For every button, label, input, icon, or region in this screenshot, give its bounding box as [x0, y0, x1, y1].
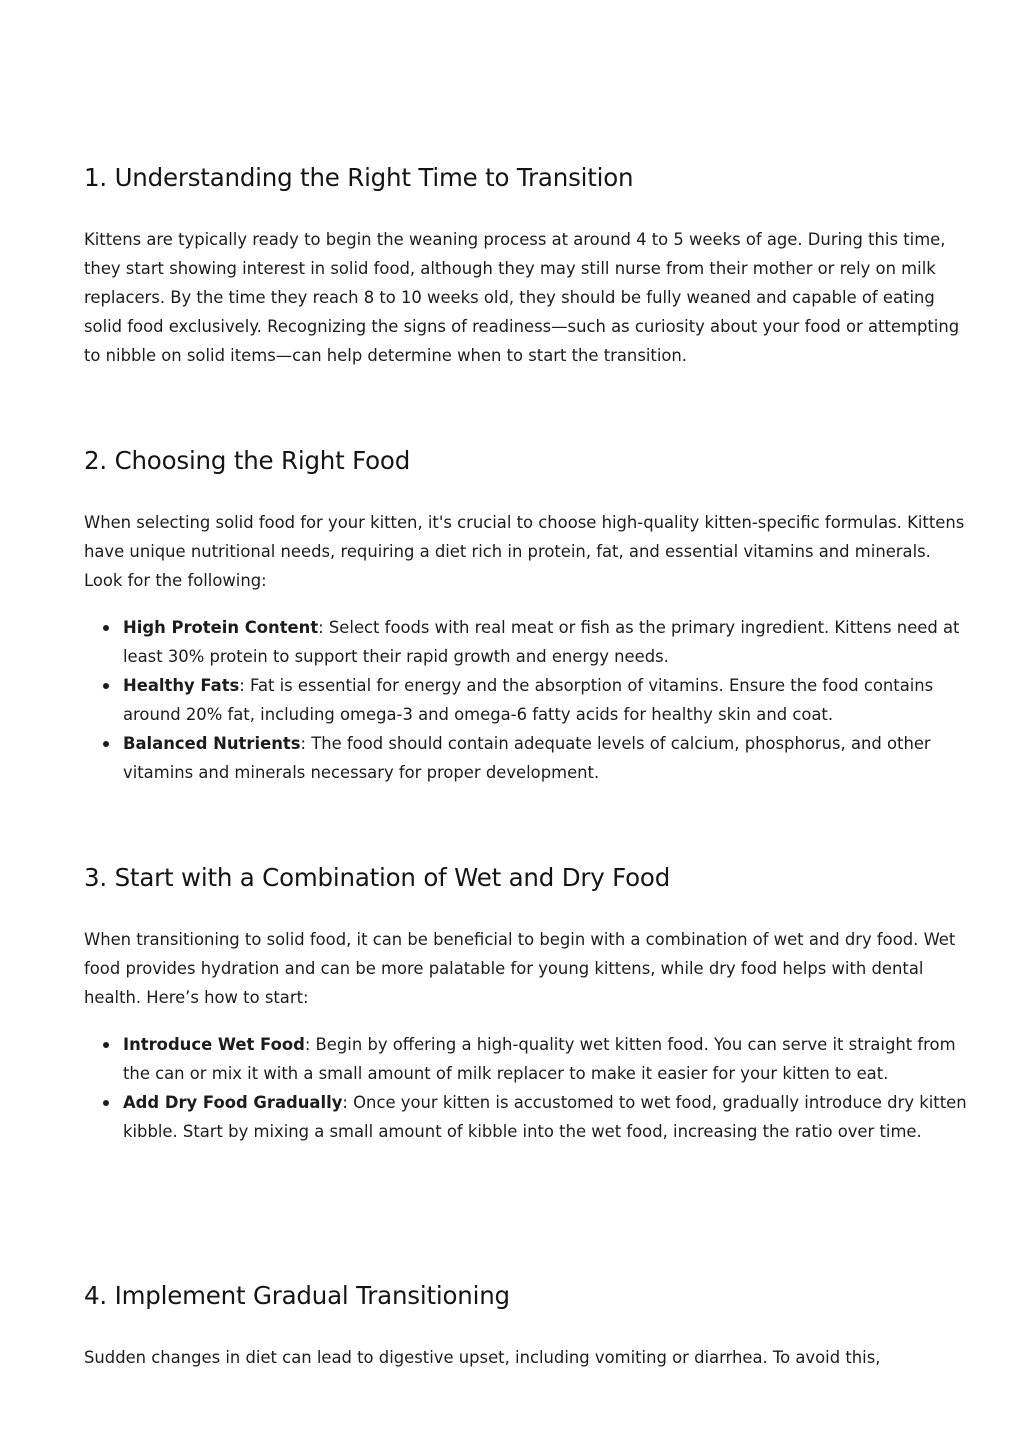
section-wet-dry-combination	[84, 862, 974, 1146]
list-item-term: Introduce Wet Food	[123, 1035, 305, 1054]
section-heading: 3. Start with a Combination of Wet and Dry Food	[84, 863, 671, 892]
list-item	[123, 1088, 974, 1146]
section-paragraph: When transitioning to solid food, it can be beneficial to begin with a combination of wet and dry food. Wet food provides hydration and can be more palatable for young kittens, while dry food helps with dental health. Here’s how to start:	[84, 930, 956, 1007]
list-item-text: : Select foods with real meat or fish as the primary ingredient. Kittens need at least 30% protein to support their rapid growth and energy needs.	[123, 618, 960, 666]
bullet-dot-icon	[103, 741, 109, 747]
section-right-time	[84, 162, 974, 370]
bullet-dot-icon	[103, 625, 109, 631]
section-paragraph: Sudden changes in diet can lead to digestive upset, including vomiting or diarrhea. To avoid this,	[84, 1348, 881, 1367]
list-item-text: : Once your kitten is accustomed to wet food, gradually introduce dry kitten kibble. Start by mixing a small amount of kibble into the wet food, increasing the ratio over time.	[123, 1093, 967, 1141]
list-item-text: : The food should contain adequate levels of calcium, phosphorus, and other vitamins and minerals necessary for proper development.	[123, 734, 931, 782]
bullet-dot-icon	[103, 1100, 109, 1106]
list-item-term: High Protein Content	[123, 618, 319, 637]
list-item	[123, 671, 974, 729]
section-heading: 1. Understanding the Right Time to Transition	[84, 163, 634, 192]
list-item	[123, 1030, 974, 1088]
list-item-term: Balanced Nutrients	[123, 734, 301, 753]
list-item-text: : Begin by offering a high-quality wet kitten food. You can serve it straight from the can or mix it with a small amount of milk replacer to make it easier for your kitten to eat.	[123, 1035, 956, 1083]
section-paragraph: When selecting solid food for your kitten, it's crucial to choose high-quality kitten-specific formulas. Kittens have unique nutritional needs, requiring a diet rich in protein, fat, and essential vitamins and minerals. Look for the following:	[84, 513, 965, 590]
list-item-term: Add Dry Food Gradually	[123, 1093, 343, 1112]
section-heading: 4. Implement Gradual Transitioning	[84, 1281, 510, 1310]
bullet-list	[84, 613, 974, 787]
bullet-dot-icon	[103, 1042, 109, 1048]
section-choosing-food	[84, 445, 974, 787]
bullet-dot-icon	[103, 683, 109, 689]
section-paragraph: Kittens are typically ready to begin the weaning process at around 4 to 5 weeks of age. During this time, they start showing interest in solid food, although they may still nurse from their mother or rely on milk replacers. By the time they reach 8 to 10 weeks old, they should be fully weaned and capable of eating solid food exclusively. Recognizing the signs of readiness—such as curiosity about your food or attempting to nibble on solid items—can help determine when to start the transition.	[84, 230, 960, 365]
list-item-text: : Fat is essential for energy and the absorption of vitamins. Ensure the food contains around 20% fat, including omega-3 and omega-6 fatty acids for healthy skin and coat.	[123, 676, 934, 724]
bullet-list	[84, 1030, 974, 1146]
section-heading: 2. Choosing the Right Food	[84, 446, 411, 475]
list-item	[123, 613, 974, 671]
section-gradual-transitioning	[84, 1280, 974, 1372]
list-item-term: Healthy Fats	[123, 676, 240, 695]
list-item	[123, 729, 974, 787]
